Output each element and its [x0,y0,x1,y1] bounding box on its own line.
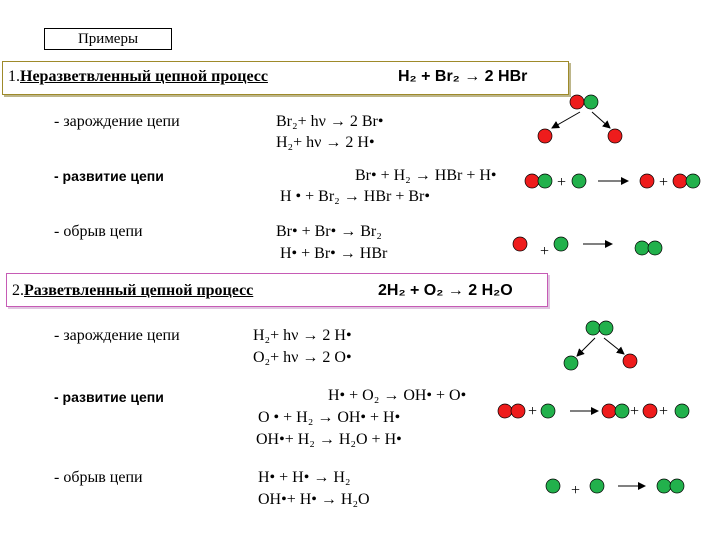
s1-initiation-diagram [538,95,622,143]
red-atom [513,237,527,251]
section1-title-text: Неразветвленный цепной процесс [20,68,268,85]
green-atom [615,404,629,418]
green-atom [546,479,560,493]
red-atom [525,174,539,188]
green-atom [572,174,586,188]
green-atom [657,479,671,493]
s2-initiation-diagram [564,321,637,370]
green-atom [541,404,555,418]
green-atom [586,321,600,335]
green-atom [686,174,700,188]
red-atom [511,404,525,418]
s2-propagation-line2: O • + H₂ → OH• + H• [258,409,401,426]
red-atom [640,174,654,188]
s1-propagation-line1: Br• + H₂ → HBr + H• [355,167,497,184]
s1-propagation-line2: H • + Br₂ → HBr + Br• [280,188,430,205]
s2-initiation-line1: H₂+ hν → 2 H• [253,327,352,344]
plus-sign: + [528,403,538,420]
red-atom [608,129,622,143]
green-atom [538,174,552,188]
s2-propagation-line3: OH•+ H₂ → H₂O + H• [256,431,402,448]
green-atom [648,241,662,255]
red-atom [643,404,657,418]
s1-termination-diagram [513,237,662,260]
plus-sign: + [630,403,640,420]
red-atom [673,174,687,188]
s1-termination-line2: H• + Br• → HBr [280,245,388,262]
green-atom [670,479,684,493]
examples-title: Примеры [44,28,172,50]
green-atom [554,237,568,251]
s1-initiation-line1: Br₂+ hν → 2 Br• [276,113,384,130]
arrow [604,338,624,354]
s1-initiation-label: - зарождение цепи [54,113,180,130]
plus-sign: + [659,403,669,420]
arrow [552,112,580,128]
red-atom [538,129,552,143]
red-atom [570,95,584,109]
s2-termination-line1: H• + H• → H₂ [258,469,351,486]
s2-propagation-diagram [498,403,689,420]
section2-title-text: Разветвленный цепной процесс [24,282,254,299]
red-atom [623,354,637,368]
plus-sign: + [571,482,581,499]
s1-propagation-diagram [525,174,700,191]
s2-initiation-line2: O₂+ hν → 2 O• [253,349,352,366]
s2-propagation-label: - развитие цепи [54,389,164,405]
s1-termination-line1: Br• + Br• → Br₂ [276,223,382,240]
plus-sign: + [557,174,567,191]
s2-propagation-line1: H• + O₂ → OH• + O• [328,387,467,404]
red-atom [498,404,512,418]
plus-sign: + [659,174,669,191]
arrow [577,338,595,356]
section2-equation: 2H₂ + O₂ → 2 H₂O [378,282,513,299]
s2-initiation-label: - зарождение цепи [54,327,180,344]
green-atom [564,356,578,370]
section1-number: 1. [8,68,20,85]
green-atom [584,95,598,109]
s2-termination-line2: OH•+ H• → H₂O [258,491,370,508]
s1-propagation-label: - развитие цепи [54,168,164,184]
plus-sign: + [540,243,550,260]
s1-initiation-line2: H₂+ hν → 2 H• [276,134,375,151]
s2-termination-diagram [546,479,684,499]
arrow [592,112,610,128]
green-atom [635,241,649,255]
section2-number: 2. [12,282,24,299]
green-atom [590,479,604,493]
green-atom [675,404,689,418]
s2-termination-label: - обрыв цепи [54,469,143,486]
red-atom [602,404,616,418]
green-atom [599,321,613,335]
s1-termination-label: - обрыв цепи [54,223,143,240]
section1-equation: H₂ + Br₂ → 2 HBr [398,68,528,85]
